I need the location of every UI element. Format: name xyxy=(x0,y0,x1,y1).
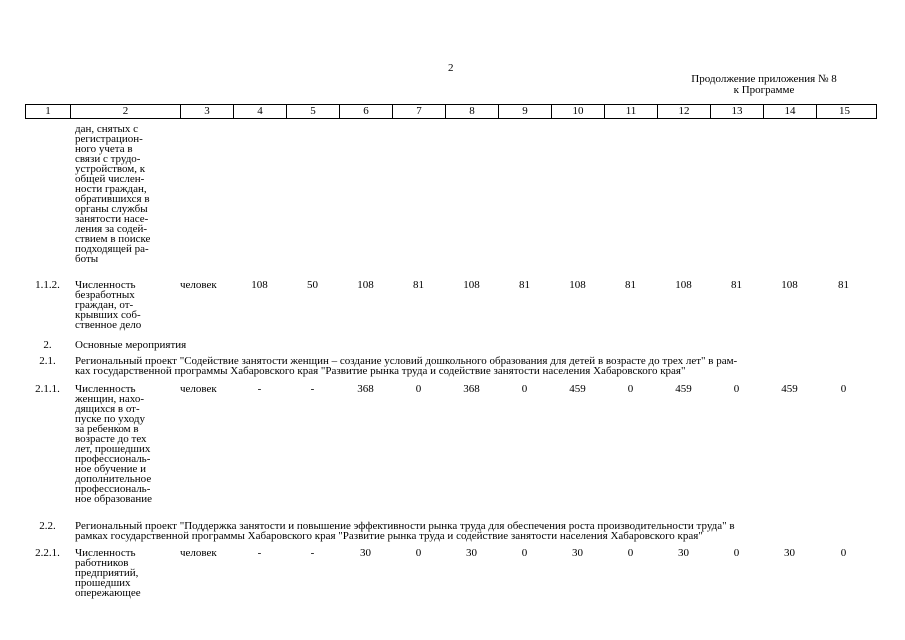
value-cell: 108 xyxy=(781,279,798,291)
header-col-1: 1 xyxy=(26,105,71,118)
value-cell: 0 xyxy=(627,547,634,559)
value-cell: 0 xyxy=(733,383,740,395)
value-cell: 30 xyxy=(678,547,689,559)
project-title xyxy=(75,356,875,376)
header-col-10: 10 xyxy=(552,105,605,118)
row-number: 1.1.2. xyxy=(35,279,60,291)
unit: человек xyxy=(180,383,217,395)
continuation-line-2: к Программе xyxy=(733,84,795,96)
value-cell: 0 xyxy=(415,547,422,559)
table-header-row xyxy=(25,104,877,119)
header-col-12: 12 xyxy=(658,105,711,118)
value-cell: 459 xyxy=(781,383,798,395)
value-cell: 0 xyxy=(415,383,422,395)
row-number: 2.2.1. xyxy=(35,547,60,559)
indicator-name: дан, снятых с регистрацион- ного учета в связи с трудо- устройством, к общей числен- ности граждан, обратившихся в органы службы занятости насе- ления за содей- ствием в поиске подходящей ра- боты xyxy=(75,123,151,265)
row-number: 2.1. xyxy=(39,355,56,367)
header-col-7: 7 xyxy=(393,105,446,118)
value-cell: 81 xyxy=(731,279,742,291)
value-cell: - xyxy=(310,547,315,559)
value-cell: 50 xyxy=(307,279,318,291)
value-cell: 368 xyxy=(463,383,480,395)
indicator-name: Численность женщин, нахо- дящихся в от- пуске по уходу за ребенком в возрасте до тех лет, прошедших профессиональ- ное обучение и дополнительное профессиональ- ное образование xyxy=(75,383,152,505)
header-col-14: 14 xyxy=(764,105,817,118)
header-col-9: 9 xyxy=(499,105,552,118)
project-title-line-2: рамках государственной программы Хабаровского края "Развитие рынка труда и содействие занятости населения Хабаровского края" xyxy=(75,530,703,542)
header-col-4: 4 xyxy=(234,105,287,118)
value-cell: 81 xyxy=(413,279,424,291)
value-cell: - xyxy=(257,383,262,395)
value-cell: 81 xyxy=(519,279,530,291)
row-number: 2. xyxy=(43,339,52,351)
indicator-name: Численность работников предприятий, прошедших опережающее xyxy=(75,547,141,599)
unit: человек xyxy=(180,547,217,559)
value-cell: 0 xyxy=(733,547,740,559)
value-cell: 108 xyxy=(251,279,268,291)
unit: человек xyxy=(180,279,217,291)
project-title-line-2: ках государственной программы Хабаровского края "Развитие рынка труда и содействие занятости населения Хабаровского края" xyxy=(75,365,686,377)
value-cell: 0 xyxy=(521,547,528,559)
value-cell: 30 xyxy=(466,547,477,559)
value-cell: 108 xyxy=(463,279,480,291)
value-cell: 30 xyxy=(572,547,583,559)
value-cell: 0 xyxy=(840,383,847,395)
row-number: 2.2. xyxy=(39,520,56,532)
project-title xyxy=(75,521,875,541)
header-col-15: 15 xyxy=(839,105,850,117)
value-cell: 108 xyxy=(357,279,374,291)
row-number: 2.1.1. xyxy=(35,383,60,395)
value-cell: 108 xyxy=(569,279,586,291)
value-cell: - xyxy=(310,383,315,395)
value-cell: 81 xyxy=(625,279,636,291)
header-col-8: 8 xyxy=(446,105,499,118)
value-cell: 368 xyxy=(357,383,374,395)
continuation-line-1: Продолжение приложения № 8 xyxy=(691,73,837,85)
value-cell: 108 xyxy=(675,279,692,291)
value-cell: 459 xyxy=(675,383,692,395)
value-cell: 0 xyxy=(521,383,528,395)
page-number: 2 xyxy=(448,62,454,74)
header-col-11: 11 xyxy=(605,105,658,118)
header-col-6: 6 xyxy=(340,105,393,118)
value-cell: 459 xyxy=(569,383,586,395)
indicator-name: Численность безработных граждан, от- крывших соб- ственное дело xyxy=(75,279,142,331)
value-cell: 0 xyxy=(627,383,634,395)
value-cell: 0 xyxy=(840,547,847,559)
value-cell: 30 xyxy=(784,547,795,559)
value-cell: - xyxy=(257,547,262,559)
project-title-line-1: Региональный проект "Поддержка занятости и повышение эффективности рынка труда для обеспечения роста производительности труда" в xyxy=(75,520,735,532)
header-col-13: 13 xyxy=(711,105,764,118)
header-col-2: 2 xyxy=(71,105,181,118)
header-col-3: 3 xyxy=(181,105,234,118)
header-col-5: 5 xyxy=(287,105,340,118)
value-cell: 81 xyxy=(838,279,849,291)
project-title-line-1: Региональный проект "Содействие занятости женщин – создание условий дошкольного образования для детей в возрасте до трех лет" в рам- xyxy=(75,355,738,367)
continuation-note xyxy=(640,74,888,96)
section-title: Основные мероприятия xyxy=(75,339,187,351)
value-cell: 30 xyxy=(360,547,371,559)
